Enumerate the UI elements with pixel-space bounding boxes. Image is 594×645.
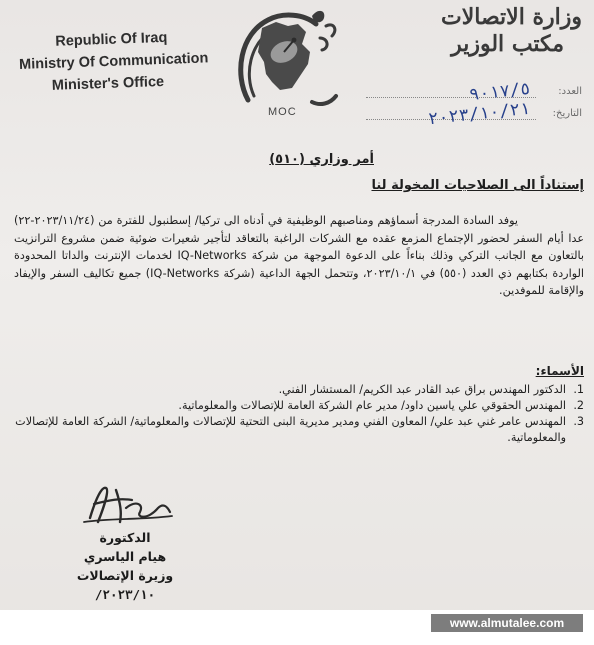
reference-block — [322, 78, 582, 130]
signer-title: الدكتورة — [99, 530, 151, 545]
paragraph-line: (شركة IQ-Networks) جميع تكاليف السفر والإيفاد والإقامة للموفدين. — [14, 266, 584, 297]
watermark-label: www.almutalee.com — [431, 614, 583, 632]
letterhead-line-ministry: Ministry Of Communication — [18, 50, 209, 73]
letterhead-line-office: Minister's Office — [51, 73, 165, 94]
list-item-number: 2. — [573, 399, 584, 412]
reference-date-value: ٢٠٢٣/١٠/٢١ — [426, 98, 531, 130]
paragraph-line: للفترة من (٢٠٢٣/١١/٢٤-٢٢) عدا أيام السفر لحضور الإجتماع المزمع عقده مع الشركات — [14, 214, 585, 245]
order-paragraph — [14, 212, 584, 300]
list-item-text: المهندس عامر غني عبد علي/ المعاون الفني ومدير مديرية البنى التحتية للإتصالات والمعلوماتية/ الشركة العامة للإتصالات والمعلوماتية. — [15, 415, 566, 444]
paragraph-line: والداتا المحدودة الواردة بكتابهم ذي العدد (٥٥٠) في ٢٠٢٣/١٠/١، وتتحمل الجهة الداعية — [14, 249, 584, 280]
list-item — [14, 382, 584, 398]
signer-date: ٢٠٢٣/١٠/ — [94, 587, 156, 602]
signer-name: هيام الياسري — [83, 549, 167, 564]
letterhead-english — [18, 24, 250, 98]
names-list — [14, 382, 584, 446]
reference-number-label: العدد: — [558, 86, 582, 97]
reference-number-value: ٩٠١٧/٥ — [467, 78, 531, 106]
reference-number-row — [322, 78, 582, 106]
list-item — [14, 414, 584, 446]
handwritten-signature-icon — [80, 478, 176, 528]
paragraph-line: الراغبة بالتعاقد لتأجير شعيرات ضوئية ضمن مشروع الترانزيت بالتعاون مع الجانب — [14, 231, 585, 262]
list-item-number: 3. — [573, 415, 584, 428]
order-title: أمر وزاري (٥١٠) — [269, 152, 374, 167]
list-item-text: الدكتور المهندس براق عبد القادر عبد الكريم/ المستشار الفني. — [278, 383, 566, 396]
signer-position: وزيرة الإتصالات — [76, 568, 174, 583]
names-heading: الأسماء: — [535, 364, 584, 378]
letterhead-arabic — [372, 4, 582, 58]
signer-block — [40, 528, 210, 604]
letterhead-ar-office: مكتب الوزير — [451, 31, 564, 57]
list-item-number: 1. — [573, 383, 584, 396]
paragraph-line: يوفد السادة المدرجة أسماؤهم ومناصبهم الوظيفية في أدناه الى تركيا/ إسطنبول — [148, 214, 518, 227]
letterhead-ar-ministry: وزارة الاتصالات — [441, 4, 582, 30]
list-item-text: المهندس الحقوقي علي ياسين داود/ مدير عام الشركة العامة للإتصالات والمعلوماتية. — [178, 399, 566, 412]
order-heading: إستناداً الى الصلاحيات المخولة لنا — [371, 178, 584, 193]
letterhead-line-country: Republic Of Iraq — [55, 29, 168, 50]
reference-date-row — [322, 98, 582, 130]
reference-date-label: التاريخ: — [552, 108, 582, 119]
list-item — [14, 398, 584, 414]
emblem-caption: MOC — [268, 106, 297, 118]
paragraph-line: التركي وذلك بناءاً على الدعوة الموجهة من شركة IQ-Networks لخدمات الإنترنت — [94, 249, 490, 262]
